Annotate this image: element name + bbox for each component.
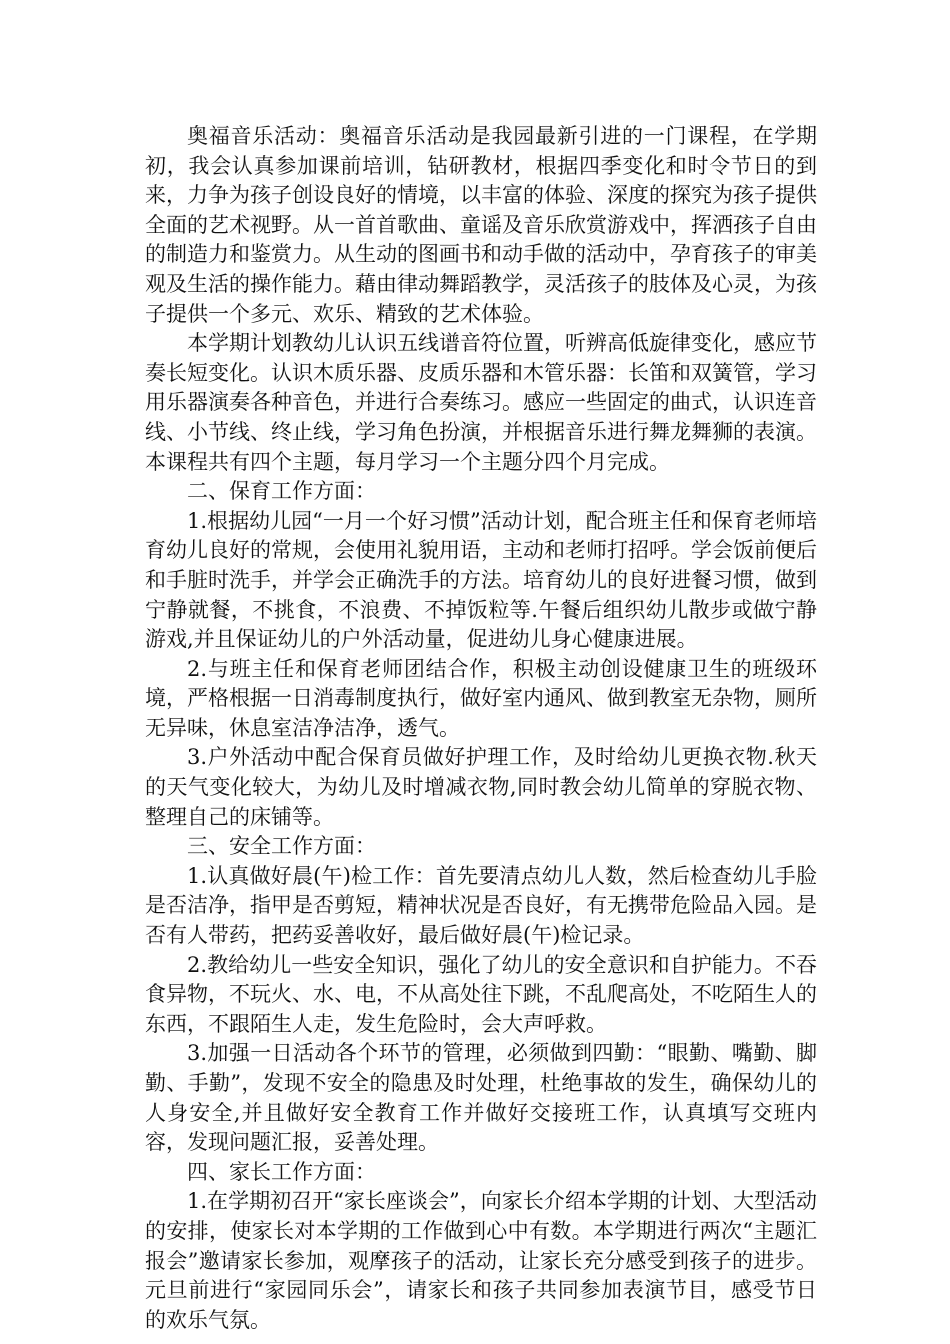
heading-care-work: 二、保育工作方面： (187, 479, 376, 504)
heading-parent-work: 四、家长工作方面： (187, 1159, 376, 1184)
heading-safety-work: 三、安全工作方面： (187, 834, 376, 859)
paragraph-care-item-3: 3.户外活动中配合保育员做好护理工作，及时给幼儿更换衣物.秋天的天气变化较大，为幼儿及时增减衣物,同时教会幼儿简单的穿脱衣物、整理自己的床铺等。 (145, 745, 817, 829)
paragraph-parent-item-1: 1.在学期初召开“家长座谈会”，向家长介绍本学期的计划、大型活动的安排，使家长对本学期的工作做到心中有数。本学期进行两次“主题汇报会”邀请家长参加，观摩孩子的活动，让家长充分感受到孩子的进步。元旦前进行“家园同乐会”，请家长和孩子共同参加表演节目，感受节日的欢乐气氛。 (145, 1189, 817, 1332)
paragraph-care-item-1: 1.根据幼儿园“一月一个好习惯”活动计划，配合班主任和保育老师培育幼儿良好的常规，会使用礼貌用语，主动和老师打招呼。学会饭前便后和手脏时洗手，并学会正确洗手的方法。培育幼儿的良好进餐习惯，做到宁静就餐，不挑食，不浪费、不掉饭粒等.午餐后组织幼儿散步或做宁静游戏,并且保证幼儿的户外活动量，促进幼儿身心健康进展。 (145, 508, 817, 652)
paragraph-semester-plan: 本学期计划教幼儿认识五线谱音符位置，听辨高低旋律变化，感应节奏长短变化。认识木质乐器、皮质乐器和木管乐器：长笛和双簧管，学习用乐器演奏各种音色，并进行合奏练习。感应一些固定的曲式，认识连音线、小节线、终止线，学习角色扮演，并根据音乐进行舞龙舞狮的表演。本课程共有四个主题，每月学习一个主题分四个月完成。 (145, 331, 817, 474)
paragraph-safety-item-3: 3.加强一日活动各个环节的管理，必须做到四勤：“眼勤、嘴勤、脚勤、手勤”，发现不安全的隐患及时处理，杜绝事故的发生，确保幼儿的人身安全,并且做好安全教育工作并做好交接班工作，认真填写交班内容，发现问题汇报，妥善处理。 (145, 1041, 817, 1155)
document-body (145, 122, 817, 1335)
paragraph-orff-music: 奥福音乐活动：奥福音乐活动是我园最新引进的一门课程，在学期初，我会认真参加课前培训，钻研教材，根据四季变化和时令节日的到来，力争为孩子创设良好的情境，以丰富的体验、深度的探究为孩子提供全面的艺术视野。从一首首歌曲、童谣及音乐欣赏游戏中，挥洒孩子自由的制造力和鉴赏力。从生动的图画书和动手做的活动中，孕育孩子的审美观及生活的操作能力。藉由律动舞蹈教学，灵活孩子的肢体及心灵，为孩子提供一个多元、欢乐、精致的艺术体验。 (145, 124, 817, 326)
paragraph-care-item-2: 2.与班主任和保育老师团结合作，积极主动创设健康卫生的班级环境，严格根据一日消毒制度执行，做好室内通风、做到教室无杂物，厕所无异味，休息室洁净洁净，透气。 (145, 656, 817, 740)
paragraph-safety-item-1: 1.认真做好晨(午)检工作：首先要清点幼儿人数，然后检查幼儿手脸是否洁净，指甲是否剪短，精神状况是否良好，有无携带危险品入园。是否有人带药，把药妥善收好，最后做好晨(午)检记录。 (145, 863, 817, 948)
paragraph-safety-item-2: 2.教给幼儿一些安全知识，强化了幼儿的安全意识和自护能力。不吞食异物，不玩火、水、电，不从高处往下跳，不乱爬高处，不吃陌生人的东西，不跟陌生人走，发生危险时，会大声呼救。 (145, 952, 817, 1036)
